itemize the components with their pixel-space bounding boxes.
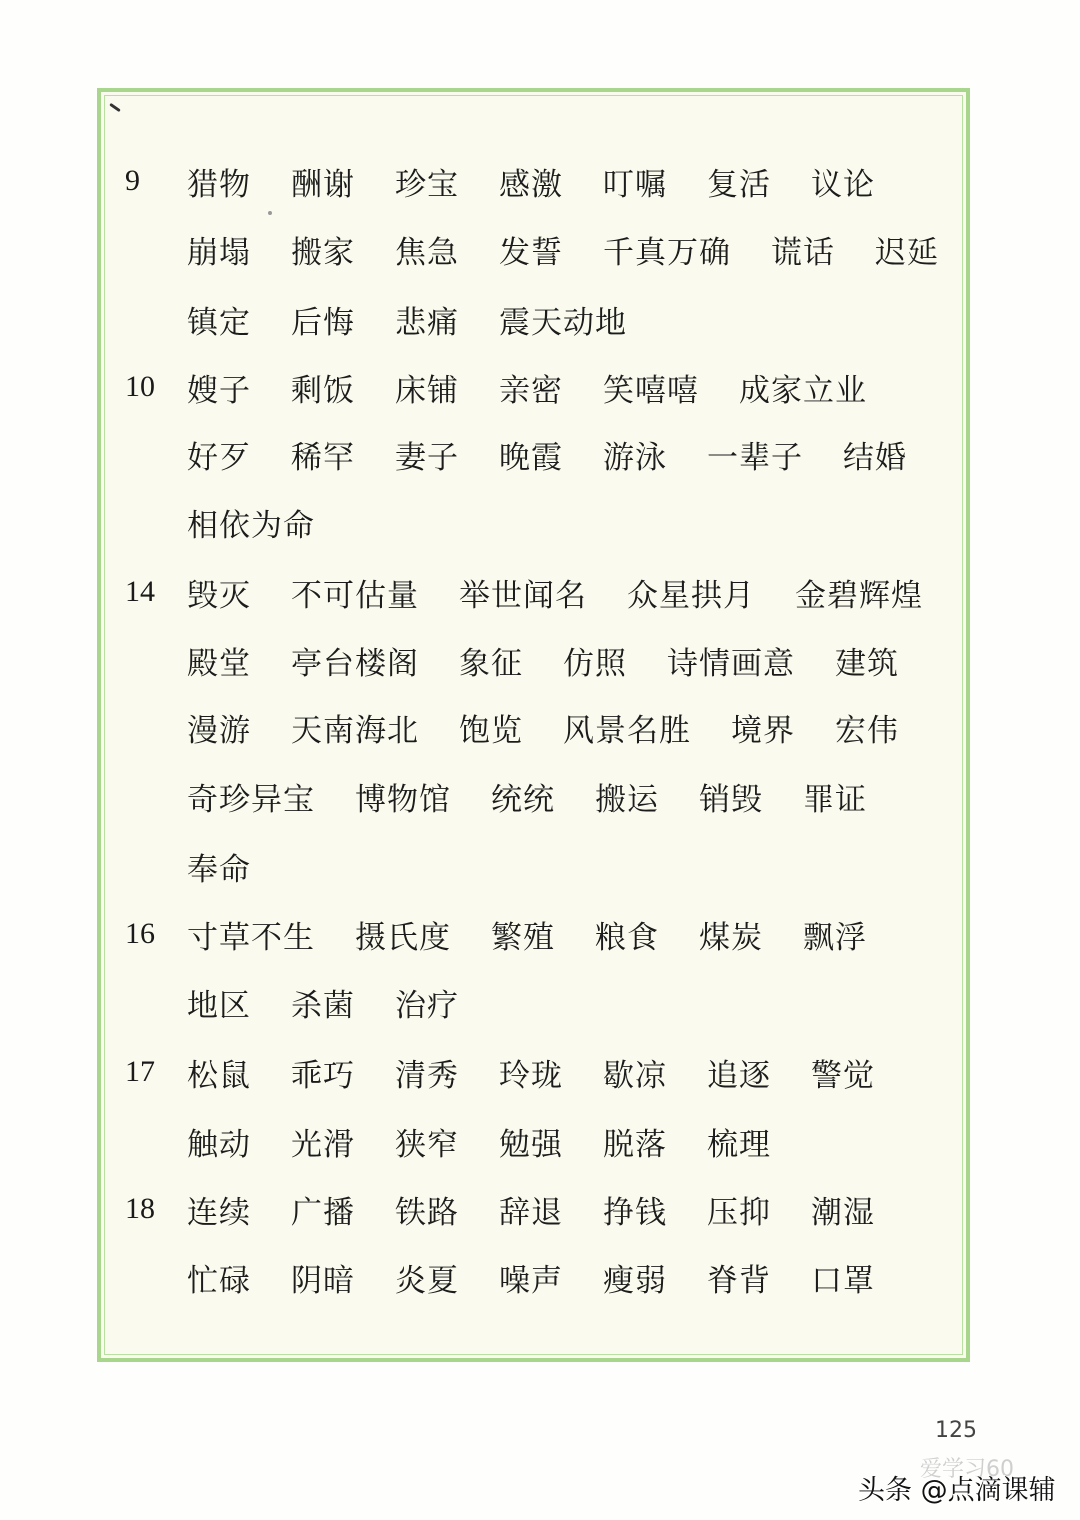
vocab-word: 一辈子 [707, 439, 803, 476]
vocab-word: 统统 [491, 781, 555, 818]
vocab-word: 奇珍异宝 [187, 781, 315, 818]
vocab-word: 亭台楼阁 [291, 645, 419, 682]
vocab-word: 搬运 [595, 781, 659, 818]
vocab-word: 光滑 [291, 1126, 355, 1163]
watermark-faint: 爱学习60 [920, 1457, 1014, 1482]
vocab-word: 煤炭 [699, 919, 763, 956]
vocab-word: 建筑 [835, 645, 899, 682]
vocab-word: 粮食 [595, 919, 659, 956]
vocab-word: 地区 [187, 987, 251, 1024]
vocab-word: 漫游 [187, 712, 251, 749]
vocab-word: 千真万确 [603, 234, 731, 271]
vocab-word: 寸草不生 [187, 919, 315, 956]
word-list [187, 1050, 915, 1095]
vocab-word: 复活 [707, 166, 771, 203]
page-number: 125 [935, 1418, 977, 1443]
vocab-word: 剩饭 [291, 372, 355, 409]
vocab-word: 笑嘻嘻 [603, 372, 699, 409]
vocab-word: 发誓 [499, 234, 563, 271]
vocab-word: 口罩 [811, 1262, 875, 1299]
lesson-number: 9 [125, 164, 140, 197]
vocab-word: 议论 [811, 166, 875, 203]
vocab-word: 歇凉 [603, 1057, 667, 1094]
speck [268, 211, 272, 215]
vocab-word: 游泳 [603, 439, 667, 476]
vocab-word: 结婚 [843, 439, 907, 476]
vocab-word: 噪声 [499, 1262, 563, 1299]
vocab-word: 不可估量 [291, 577, 419, 614]
vocab-word: 感激 [499, 166, 563, 203]
vocab-word: 妻子 [395, 439, 459, 476]
vocab-word: 触动 [187, 1126, 251, 1163]
vocab-word: 辞退 [499, 1194, 563, 1231]
vocab-word: 悲痛 [395, 304, 459, 341]
vocab-word: 脱落 [603, 1126, 667, 1163]
word-list [187, 365, 907, 410]
vocab-word: 众星拱月 [627, 577, 755, 614]
vocab-word: 销毁 [699, 781, 763, 818]
vocab-word: 追逐 [707, 1057, 771, 1094]
lesson-number: 17 [125, 1055, 155, 1088]
vocab-word: 博物馆 [355, 781, 451, 818]
vocab-word: 清秀 [395, 1057, 459, 1094]
vocab-word: 松鼠 [187, 1057, 251, 1094]
vocab-word: 压抑 [707, 1194, 771, 1231]
vocab-word: 阴暗 [291, 1262, 355, 1299]
vocab-word: 金碧辉煌 [795, 577, 923, 614]
vocab-word: 罪证 [803, 781, 867, 818]
vocab-word: 镇定 [187, 304, 251, 341]
word-list [187, 159, 915, 204]
vocabulary-frame [97, 88, 970, 1362]
vocab-word: 床铺 [395, 372, 459, 409]
word-list [187, 1119, 811, 1164]
vocab-word: 焦急 [395, 234, 459, 271]
word-list [187, 638, 939, 683]
vocab-word: 挣钱 [603, 1194, 667, 1231]
vocab-word: 天南海北 [291, 712, 419, 749]
vocab-word: 广播 [291, 1194, 355, 1231]
vocab-word: 玲珑 [499, 1057, 563, 1094]
vocab-word: 境界 [731, 712, 795, 749]
vocab-word: 瘦弱 [603, 1262, 667, 1299]
vocab-word: 相依为命 [187, 507, 315, 544]
vocab-word: 奉命 [187, 851, 251, 888]
word-list [187, 297, 667, 342]
vocab-word: 宏伟 [835, 712, 899, 749]
vocab-word: 稀罕 [291, 439, 355, 476]
vocab-word: 摄氏度 [355, 919, 451, 956]
vocab-word: 飘浮 [803, 919, 867, 956]
vocab-word: 铁路 [395, 1194, 459, 1231]
vocab-word: 嫂子 [187, 372, 251, 409]
vocab-word: 勉强 [499, 1126, 563, 1163]
word-list [187, 227, 979, 272]
word-list [187, 500, 355, 545]
vocab-word: 谎话 [771, 234, 835, 271]
vocab-word: 珍宝 [395, 166, 459, 203]
vocab-word: 好歹 [187, 439, 251, 476]
vocab-word: 杀菌 [291, 987, 355, 1024]
vocab-word: 狭窄 [395, 1126, 459, 1163]
vocab-word: 仿照 [563, 645, 627, 682]
vocab-word: 饱览 [459, 712, 523, 749]
word-list [187, 1255, 915, 1300]
vocab-word: 毁灭 [187, 577, 251, 614]
word-list [187, 1187, 915, 1232]
vocab-word: 潮湿 [811, 1194, 875, 1231]
vocab-word: 连续 [187, 1194, 251, 1231]
vocab-word: 治疗 [395, 987, 459, 1024]
vocab-word: 殿堂 [187, 645, 251, 682]
vocab-word: 成家立业 [739, 372, 867, 409]
vocab-word: 梳理 [707, 1126, 771, 1163]
vocab-word: 炎夏 [395, 1262, 459, 1299]
word-list [187, 774, 907, 819]
vocab-word: 酬谢 [291, 166, 355, 203]
vocab-word: 脊背 [707, 1262, 771, 1299]
word-list [187, 844, 291, 889]
vocab-word: 忙碌 [187, 1262, 251, 1299]
vocab-word: 震天动地 [499, 304, 627, 341]
word-list [187, 980, 499, 1025]
vocab-word: 诗情画意 [667, 645, 795, 682]
vocab-word: 繁殖 [491, 919, 555, 956]
lesson-number: 18 [125, 1192, 155, 1225]
vocab-word: 象征 [459, 645, 523, 682]
vocab-word: 举世闻名 [459, 577, 587, 614]
vocab-word: 崩塌 [187, 234, 251, 271]
word-list [187, 705, 939, 750]
lesson-number: 10 [125, 370, 155, 403]
vocab-word: 警觉 [811, 1057, 875, 1094]
word-list [187, 570, 963, 615]
vocab-word: 晚霞 [499, 439, 563, 476]
vocab-word: 搬家 [291, 234, 355, 271]
vocab-word: 后悔 [291, 304, 355, 341]
lesson-number: 16 [125, 917, 155, 950]
lesson-number: 14 [125, 575, 155, 608]
vocab-word: 叮嘱 [603, 166, 667, 203]
watermark: 头条 @点滴课辅 [858, 1475, 1056, 1506]
vocab-word: 风景名胜 [563, 712, 691, 749]
word-list [187, 912, 907, 957]
vocab-word: 猎物 [187, 166, 251, 203]
vocab-word: 迟延 [875, 234, 939, 271]
vocab-word: 亲密 [499, 372, 563, 409]
word-list [187, 432, 947, 477]
vocab-word: 乖巧 [291, 1057, 355, 1094]
